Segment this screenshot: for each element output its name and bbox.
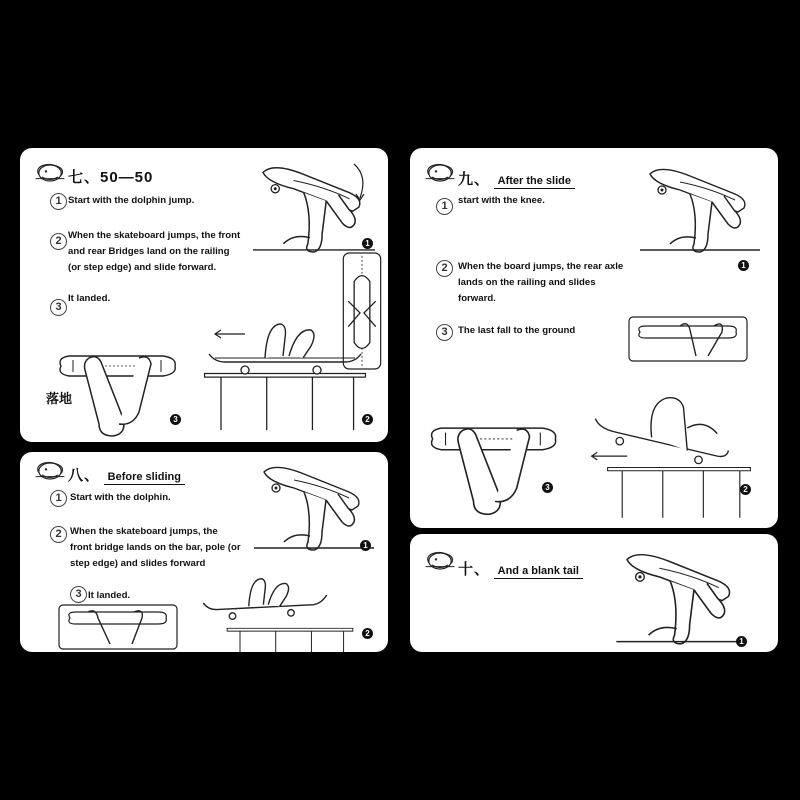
step-text: When the board jumps, the rear axle lands on the railing and slides forward. <box>458 261 624 304</box>
panel-50-50 <box>20 148 388 442</box>
panel-title: 八、 Before sliding <box>68 464 185 485</box>
step-number-icon: 1 <box>436 198 453 215</box>
step-text: It landed. <box>68 293 111 304</box>
step-number-icon: 2 <box>50 233 67 250</box>
mascot-icon <box>424 160 456 186</box>
step-text: Start with the dolphin jump. <box>68 195 195 206</box>
panel-blank-tail <box>410 534 778 652</box>
panel-after-slide <box>410 148 778 528</box>
step-number-icon: 1 <box>50 490 67 507</box>
step-text: When the skateboard jumps, the front and rear Bridges land on the railing (or step edge) and slide forward. <box>68 230 241 273</box>
step-number-icon: 1 <box>50 193 67 210</box>
figure-badge: 1 <box>360 540 371 551</box>
panel-before-sliding <box>20 452 388 652</box>
figure-badge: 1 <box>362 238 373 249</box>
panel-title: 十、 And a blank tail <box>458 558 583 579</box>
panel-title: 七、50—50 <box>68 169 154 186</box>
inset-top-view-icon <box>628 316 748 362</box>
figure-badge: 2 <box>362 414 373 425</box>
step-number-icon: 3 <box>436 324 453 341</box>
step-text: It landed. <box>88 590 131 601</box>
step-number-icon: 3 <box>50 299 67 316</box>
landing-label: 落地 <box>46 391 73 406</box>
figure-badge: 2 <box>362 628 373 639</box>
mascot-icon <box>34 458 66 484</box>
figure-badge: 1 <box>738 260 749 271</box>
figure-badge: 1 <box>736 636 747 647</box>
step-text: The last fall to the ground <box>458 325 576 336</box>
hand-skateboard-icon <box>200 568 330 630</box>
figure-badge: 2 <box>740 484 751 495</box>
step-number-icon: 3 <box>70 586 87 603</box>
step-text: Start with the dolphin. <box>70 492 171 503</box>
hand-skateboard-icon <box>200 314 370 384</box>
motion-arrow-icon <box>350 162 370 202</box>
v-hand-board-icon <box>424 418 564 518</box>
hand-skateboard-icon <box>606 538 756 646</box>
step-number-icon: 2 <box>50 526 67 543</box>
hand-skateboard-icon <box>630 154 770 254</box>
mascot-icon <box>34 160 66 186</box>
hand-skateboard-icon <box>248 452 380 552</box>
inset-top-view-icon <box>50 604 186 650</box>
figure-badge: 3 <box>170 414 181 425</box>
mascot-icon <box>424 548 456 574</box>
hand-skateboard-icon <box>586 388 736 468</box>
figure-badge: 3 <box>542 482 553 493</box>
step-number-icon: 2 <box>436 260 453 277</box>
step-text: start with the knee. <box>458 195 545 206</box>
step-text: When the skateboard jumps, the front bridge lands on the bar, pole (or step edge) and slides forward <box>70 526 241 569</box>
panel-title: 九、 After the slide <box>458 168 575 189</box>
rail-icon <box>606 462 752 520</box>
